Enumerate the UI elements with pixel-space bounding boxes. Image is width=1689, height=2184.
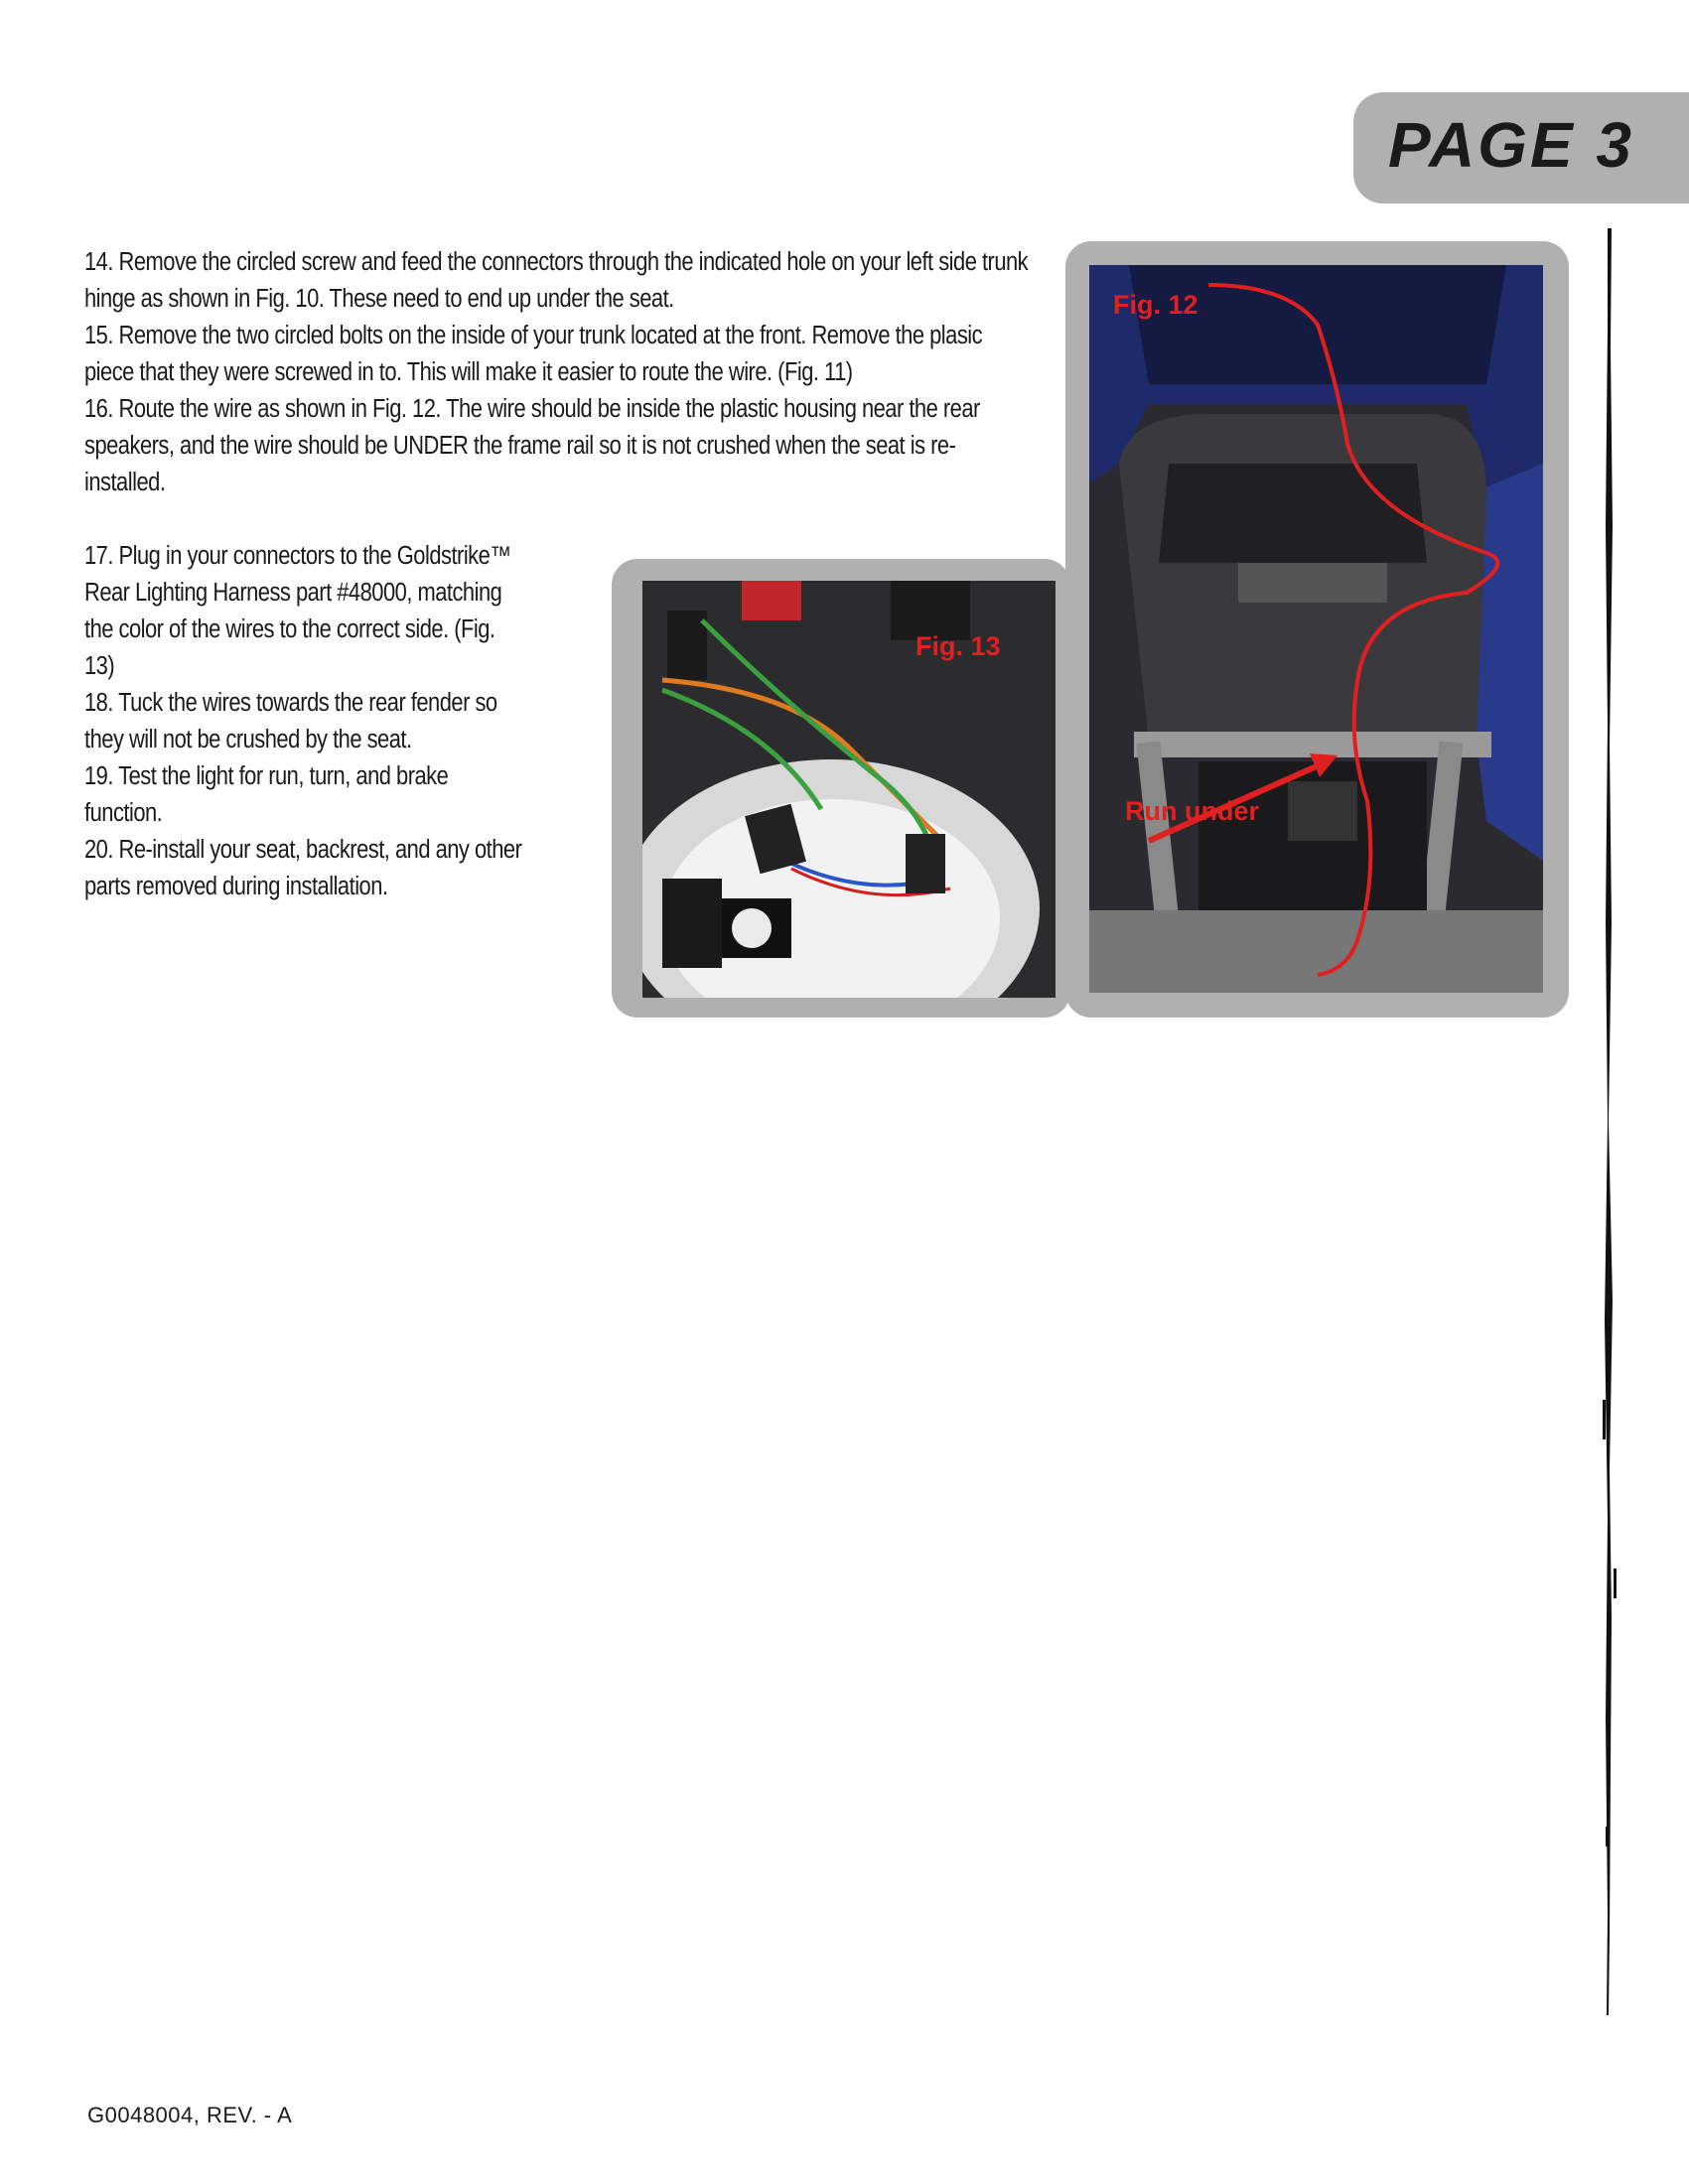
step-15: 15. Remove the two circled bolts on the inside of your trunk located at the front. Remove the plasic piece that they were screwed in to. This will make it easier to route the wire. (Fig. 11): [84, 322, 983, 386]
figure-12-label: Fig. 12: [1113, 290, 1198, 320]
document-code: G0048004, REV. - A: [87, 2103, 293, 2127]
instruction-steps-upper: [84, 244, 1033, 501]
instruction-steps-lower: [84, 538, 528, 905]
step-14: 14. Remove the circled screw and feed the connectors through the indicated hole on your left side trunk hinge as shown in Fig. 10. These need to end up under the seat.: [84, 248, 1029, 313]
figure-13-label: Fig. 13: [915, 631, 1001, 661]
figure-12-annotation: Run under: [1125, 796, 1259, 826]
step-18: 18. Tuck the wires towards the rear fender so they will not be crushed by the seat.: [84, 689, 497, 753]
step-17: 17. Plug in your connectors to the Goldstrike™ Rear Lighting Harness part #48000, matching the color of the wires to the correct side. (Fig. 13): [84, 542, 511, 680]
step-19: 19. Test the light for run, turn, and brake function.: [84, 762, 449, 827]
step-16: 16. Route the wire as shown in Fig. 12. The wire should be inside the plastic housing near the rear speakers, and the wire should be UNDER the frame rail so it is not crushed when the seat is re-installed.: [84, 395, 980, 496]
page-number-tab: [1353, 92, 1689, 204]
page-number-label: PAGE 3: [1388, 109, 1634, 181]
figure-12-photo: [1089, 265, 1543, 993]
step-20: 20. Re-install your seat, backrest, and any other parts removed during installation.: [84, 836, 522, 900]
decorative-edge-border: [1594, 228, 1623, 2015]
